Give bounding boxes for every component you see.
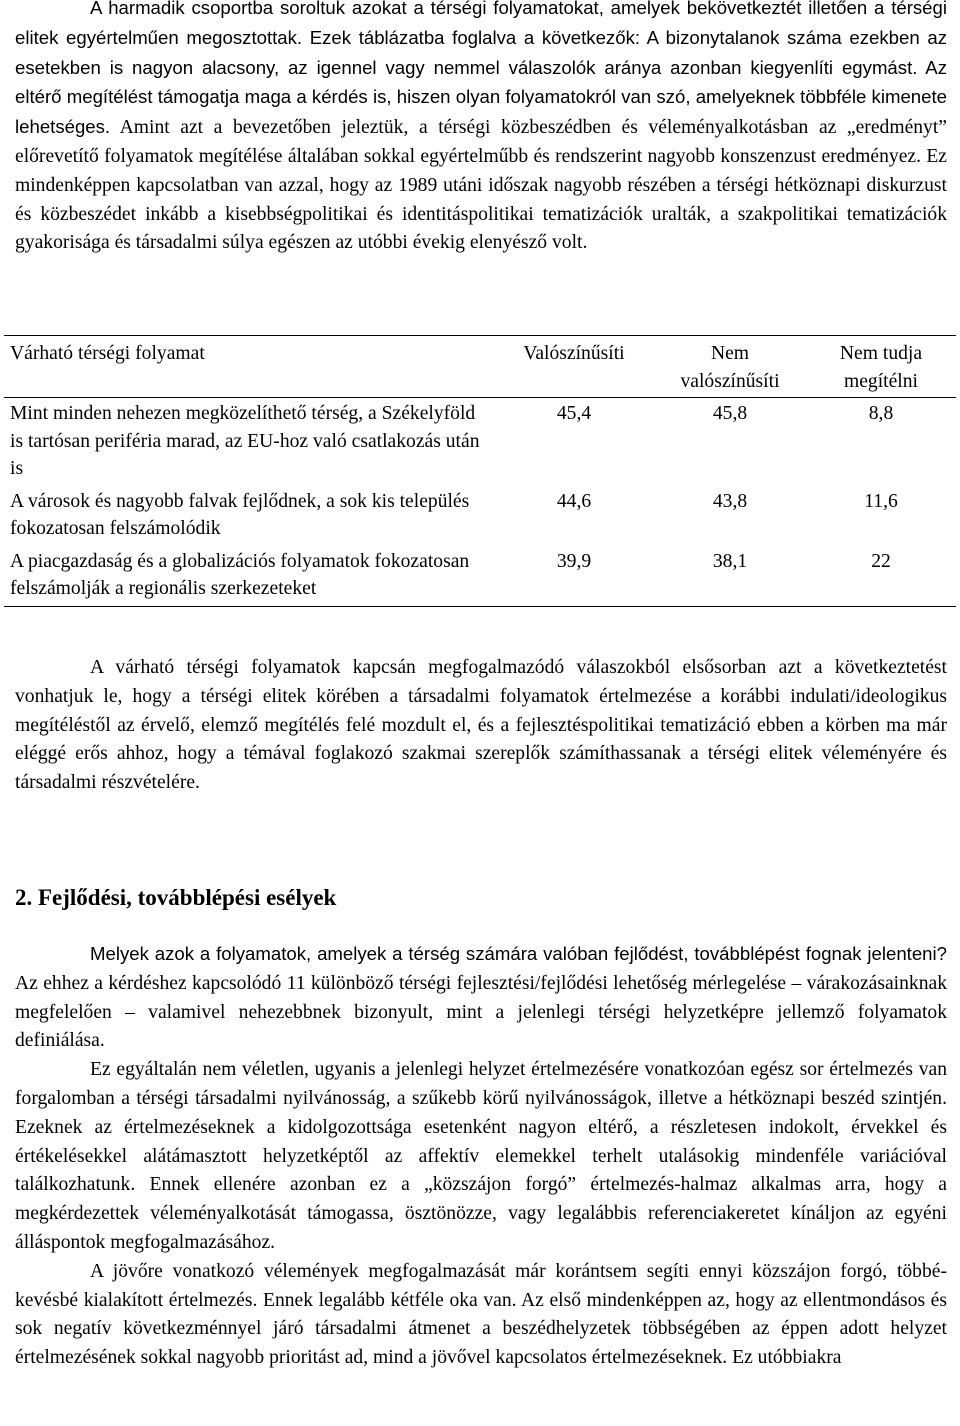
col-header-likely: Valószínűsíti (523, 343, 625, 364)
row-label: A piacgazdaság és a globalizációs folyamatok fokozatosan felszámolják a regionális szerkezeteket (10, 550, 470, 599)
section-heading: 2. Fejlődési, továbblépési esélyek (15, 885, 337, 910)
cell-unknown: 8,8 (868, 403, 894, 424)
cell-unlikely: 43,8 (712, 490, 748, 512)
intro-paragraph (15, 0, 947, 258)
section-body (15, 940, 947, 1373)
cell-unknown: 22 (871, 550, 891, 572)
table-header-row (4, 336, 956, 398)
table-row (4, 486, 956, 546)
section-paragraph-3: A jövőre vonatkozó vélemények megfogalmazását már korántsem segíti ennyi közszájon forgó, többé-kevésbé kialakított értelmezés. Ennek legalább kétféle oka van. Az első mindenképpen az, hogy az ellentmondásos és sok negatív következménnyel járó társadalmi átmenet a beszédhelyzetek többségében az éppen adott helyzet értelmezésének sokkal nagyobb prioritást ad, mind a jövővel kapcsolatos értelmezéseknek. Ez utóbbiakra (15, 1260, 947, 1369)
cell-likely: 45,4 (556, 403, 592, 424)
section-paragraph-2: Ez egyáltalán nem véletlen, ugyanis a jelenlegi helyzet értelmezésére vonatkozóan egész sor értelmezés van forgalomban a térségi társadalmi nyilvánosság, a szűkebb körű nyilvánosságok, illetve a hétköznapi beszéd szintjén. Ezeknek az értelmezéseknek a kidolgozottsága esetenként nagyon eltérő, a részletesen indokolt, érvekkel és értékelésekkel alátámasztott helyzetképtől az affektív elemekkel terhelt utalásokig mindenféle variációval találkozhatunk. Ennek ellenére azonban ez a „közszájon forgó” értelmezés-halmaz alkalmas arra, hogy a megkérdezettek véleményalkotását támogassa, ösztönözze, vagy legalábbis referenciakeretet kínáljon az egyéni álláspontok megfogalmazásához. (15, 1059, 947, 1253)
section-p1-rest: Az ehhez a kérdéshez kapcsolódó 11 különböző térségi fejlesztési/fejlődési lehetőség mérlegelése – várakozásainknak megfelelően – valamivel nehezebbnek bizonyult, mint a jelenlegi térségi helyzetképre jellemző folyamatok definiálása. (15, 972, 947, 1052)
table-row (4, 398, 956, 486)
intro-text-a: A harmadik csoportba soroltuk azokat a térségi folyamatokat, amelyek bekövetkeztét illetően a térségi elitek egyértelműen megosztottak. Ezek táblázatba foglalva a következők: A bizonytalanok száma ezekben az esetekben is nagyon alacsony, az igennel vagy nemmel válaszolók aránya azonban kiegyenlíti egymást. (15, 0, 947, 78)
col-header-unknown: Nem tudja megítélni (839, 343, 923, 392)
after-table-paragraph (15, 654, 947, 798)
col-header-unlikely: Nem valószínűsíti (680, 343, 780, 392)
intro-text-c: Amint azt a bevezetőben jeleztük, a térségi közbeszédben és véleményalkotásban az „eredményt” előrevetítő folyamatok megítélése általában sokkal egyértelműbb és rendszerint nagyobb konszenzust eredményez. Ez mindenképpen kapcsolatban van azzal, hogy az 1989 utáni időszak nagyobb részében a térségi hétköznapi diskurzust és közbeszédet inkább a kisebbségpolitikai és identitáspolitikai tematizációk uralták, a szakpolitikai tematizációk gyakorisága és társadalmi súlya egészen az utóbbi évekig elenyésző volt. (15, 117, 947, 254)
cell-unknown: 11,6 (864, 490, 898, 512)
table-row (4, 546, 956, 607)
row-label: Mint minden nehezen megközelíthető térség, a Székelyföld is tartósan periféria marad, az EU-hoz való csatlakozás után is (10, 403, 480, 479)
col-header-process: Várható térségi folyamat (10, 343, 205, 364)
data-table (4, 335, 956, 607)
after-table-text: A várható térségi folyamatok kapcsán megfogalmazódó válaszokból elsősorban azt a következtetést vonhatjuk le, hogy a térségi elitek körében a társadalmi folyamatok értelmezése a korábbi indulati/ideologikus megítéléstől az érvelő, elemző megítélés felé mozdult el, és a fejlesztéspolitikai tematizáció ebben a körben ma már eléggé erős ahhoz, hogy a témával foglakozó szakmai szereplők számíthassanak a térségi elitek véleményére és társadalmi részvételére. (15, 657, 947, 794)
cell-likely: 39,9 (556, 550, 592, 572)
intro-text-b: Az eltérő megítélést támogatja maga a kérdés is, hiszen olyan folyamatokról van szó, amelyeknek többféle kimenete lehetséges. (15, 56, 947, 138)
row-label: A városok és nagyobb falvak fejlődnek, a sok kis település fokozatosan felszámolódik (10, 490, 470, 539)
cell-unlikely: 45,8 (712, 403, 748, 424)
section-paragraph-1 (15, 940, 947, 1056)
section-p1-question: Melyek azok a folyamatok, amelyek a térség számára valóban fejlődést, továbblépést fognak jelenteni? (90, 943, 947, 964)
cell-unlikely: 38,1 (712, 550, 748, 572)
cell-likely: 44,6 (556, 490, 592, 512)
